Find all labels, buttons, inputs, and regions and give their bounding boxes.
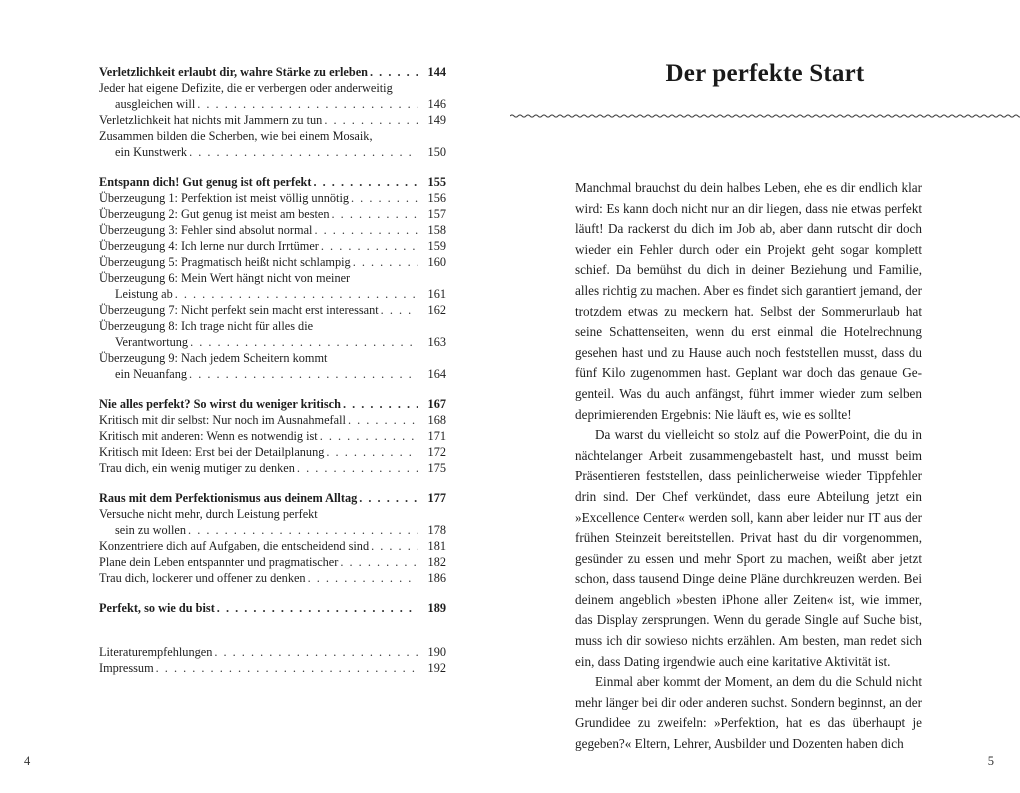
toc-entry-text: Plane dein Leben entspannter und pragmatischer	[99, 555, 339, 569]
toc-leader-dots	[197, 96, 418, 112]
toc-page-number: 178	[427, 523, 446, 537]
toc-page-number: 182	[427, 555, 446, 569]
toc-entry-text: Trau dich, ein wenig mutiger zu denken	[99, 461, 295, 475]
toc-leader-dots	[326, 444, 418, 460]
toc-entry-text: Raus mit dem Perfektionismus aus deinem Alltag	[99, 491, 358, 505]
toc-leader-dots	[353, 254, 418, 270]
toc-entry-text: Verantwortung	[115, 335, 189, 349]
toc-leader-dots	[370, 64, 418, 80]
toc-subentry	[99, 350, 446, 382]
toc-leader-dots	[308, 570, 418, 586]
page-number-right: 5	[987, 754, 994, 768]
toc-entry-text: Überzeugung 3: Fehler sind absolut normal	[99, 223, 313, 237]
toc-subentry	[99, 302, 446, 318]
toc-entry-text: Überzeugung 1: Perfektion ist meist völlig unnötig	[99, 191, 350, 205]
toc-page-number: 156	[427, 191, 446, 205]
chapter-title: Der perfekte Start	[665, 60, 865, 87]
toc-leader-dots	[175, 286, 418, 302]
toc-page-number: 177	[427, 491, 446, 505]
toc-leader-dots	[190, 334, 418, 350]
toc-page-number: 171	[427, 429, 446, 443]
toc-subentry	[99, 222, 446, 238]
toc-page-number: 164	[427, 367, 446, 381]
toc-entry-text: Überzeugung 2: Gut genug ist meist am besten	[99, 207, 330, 221]
toc-leader-dots	[343, 396, 418, 412]
toc-page-number: 159	[427, 239, 446, 253]
toc-chapter-heading	[99, 600, 446, 616]
toc-entry-text: Perfekt, so wie du bist	[99, 601, 215, 615]
page-number-left: 4	[24, 754, 31, 768]
toc-entry-text: Kritisch mit anderen: Wenn es notwendig ist	[99, 429, 318, 443]
toc-leader-dots	[340, 554, 418, 570]
toc-leader-dots	[189, 144, 418, 160]
toc-leader-dots	[217, 600, 418, 616]
toc-page-number: 158	[427, 223, 446, 237]
toc-page-number: 161	[427, 287, 446, 301]
toc-entry-text: Kritisch mit Ideen: Erst bei der Detailplanung	[99, 445, 325, 459]
toc-subentry	[99, 570, 446, 586]
toc-page-number: 189	[427, 601, 446, 615]
wave-divider	[510, 111, 1020, 121]
toc-chapter-heading	[99, 174, 446, 190]
right-page	[510, 0, 1020, 793]
toc-subentry	[99, 444, 446, 460]
toc-entry-text: ein Neuanfang	[115, 367, 188, 381]
toc-subentry	[99, 206, 446, 222]
toc-page-number: 157	[427, 207, 446, 221]
toc-page-number: 172	[427, 445, 446, 459]
body-text	[575, 178, 922, 755]
toc-entry-text: Zusammen bilden die Scherben, wie bei einem Mosaik,	[99, 129, 373, 143]
toc-subentry	[99, 238, 446, 254]
toc-leader-dots	[348, 412, 418, 428]
toc-page-number: 192	[427, 661, 446, 675]
toc-entry-text: Leistung ab	[115, 287, 173, 301]
toc-entry-text: sein zu wollen	[115, 523, 187, 537]
toc-entry-text: Versuche nicht mehr, durch Leistung perfekt	[99, 507, 318, 521]
toc-subentry	[99, 538, 446, 554]
toc-page-number: 181	[427, 539, 446, 553]
toc-subentry	[99, 318, 446, 350]
toc-appendix	[99, 644, 446, 676]
toc-subentry	[99, 506, 446, 538]
toc-leader-dots	[321, 238, 418, 254]
toc-entry-text: Verletzlichkeit erlaubt dir, wahre Stärke zu erleben	[99, 65, 369, 79]
toc-entry-text: Impressum	[99, 661, 154, 675]
toc-page-number: 160	[427, 255, 446, 269]
toc-entry-text: Jeder hat eigene Defizite, die er verbergen oder anderweitig	[99, 81, 393, 95]
toc-leader-dots	[332, 206, 418, 222]
toc-entry-text: Trau dich, lockerer und offener zu denken	[99, 571, 306, 585]
toc-entry-text: Überzeugung 6: Mein Wert hängt nicht von meiner	[99, 271, 351, 285]
toc-page-number: 150	[427, 145, 446, 159]
body-paragraph: Manchmal brauchst du dein halbes Leben, ehe es dir endlich klar wird: Es kann doch nicht nur an dir liegen, dass nie etwas perfekt läuft! Da rackerst du dich im Job ab, aber dann rutscht dir doch wieder ein Fehler durch oder ein Projekt geht sogar komplett schief. Da bemühst du dich in deiner Beziehung und Familie, alles richtig zu machen. Aber es findet sich garantiert jemand, der trotzdem etwas zu meckern hat. Selbst der Sommerurlaub hat seine Schattenseiten, wenn du erst einmal die Hotelrechnung gesehen hast und zu Hause auch noch feststellen musst, dass du fünf Kilo zugenommen hast. Geplant war doch das genaue Gegenteil. Was du auch anfängst, führt immer wieder zum selben deprimierenden Ergebnis: Nie läuft es, wie es sollte!	[575, 180, 922, 422]
toc-page-number: 190	[427, 645, 446, 659]
toc-subentry	[99, 428, 446, 444]
toc-leader-dots	[156, 660, 418, 676]
toc-leader-dots	[188, 522, 418, 538]
toc-leader-dots	[314, 174, 419, 190]
toc-subentry	[99, 270, 446, 302]
toc-chapter	[99, 396, 446, 476]
toc-leader-dots	[324, 112, 418, 128]
toc-leader-dots	[359, 490, 418, 506]
toc-entry-text: Überzeugung 8: Ich trage nicht für alles die	[99, 319, 314, 333]
toc-page-number: 175	[427, 461, 446, 475]
toc-leader-dots	[381, 302, 418, 318]
toc-subentry	[99, 412, 446, 428]
toc-entry-text: Überzeugung 5: Pragmatisch heißt nicht schlampig	[99, 255, 351, 269]
body-paragraph: Da warst du vielleicht so stolz auf die PowerPoint, die du in nächtelanger Arbeit zusammengebastelt hast, und musst beim Präsentieren feststellen, dass peinlicherweise wieder Tippfehler drin sind. Der Chef verkündet, dass eure Abteilung jetzt ein »Excellence Center« werden soll, kann aber leider nur IT aus der frühen Steinzeit bereitstellen. Privat hast du dir vorgenommen, gesünder zu essen und mehr Sport zu machen, weißt aber jetzt schon, dass tausend Dinge deine Pläne durchkreuzen werden. Bei deinem angeblich »besten iPhone aller Zeiten« ist, wie immer, das Display zersprungen. Wenn du gerade Single auf Suche bist, muss ich dir sowieso nichts erzählen. Am besten, man redet sich ein, dass Dating irgendwie auch eine karitative Aktivität ist.	[575, 427, 922, 669]
toc-chapter	[99, 600, 446, 616]
toc-subentry	[99, 128, 446, 160]
toc-subentry	[99, 460, 446, 476]
toc-leader-dots	[320, 428, 418, 444]
toc-entry-text: Überzeugung 4: Ich lerne nur durch Irrtümer	[99, 239, 319, 253]
toc-entry-text: Überzeugung 7: Nicht perfekt sein macht erst interessant	[99, 303, 379, 317]
toc-page-number: 155	[427, 175, 446, 189]
toc-leader-dots	[189, 366, 418, 382]
toc-page-number: 144	[427, 65, 446, 79]
toc-page-number: 186	[427, 571, 446, 585]
toc-subentry	[99, 254, 446, 270]
toc-appendix-entry	[99, 660, 446, 676]
toc-entry-text: Literaturempfehlungen	[99, 645, 213, 659]
toc-entry-text: ein Kunstwerk	[115, 145, 188, 159]
toc-chapter-heading	[99, 490, 446, 506]
toc-page-number: 163	[427, 335, 446, 349]
toc-subentry	[99, 554, 446, 570]
toc-subentry	[99, 80, 446, 112]
toc-chapter	[99, 490, 446, 586]
toc-chapter	[99, 64, 446, 160]
toc-entry-text: Nie alles perfekt? So wirst du weniger kritisch	[99, 397, 341, 411]
toc-chapter-heading	[99, 64, 446, 80]
toc-leader-dots	[297, 460, 418, 476]
toc-entry-text: Konzentriere dich auf Aufgaben, die entscheidend sind	[99, 539, 370, 553]
toc-leader-dots	[314, 222, 418, 238]
toc-page-number: 146	[427, 97, 446, 111]
toc-leader-dots	[214, 644, 418, 660]
toc-subentry	[99, 112, 446, 128]
toc-chapter	[99, 174, 446, 382]
toc-page-number: 168	[427, 413, 446, 427]
toc-entry-text: Kritisch mit dir selbst: Nur noch im Ausnahmefall	[99, 413, 346, 427]
body-paragraph: Einmal aber kommt der Moment, an dem du die Schuld nicht mehr länger bei dir oder anderen suchst. Sondern beginnst, an der Grundidee zu zweifeln: »Perfektion, hat es das überhaupt je gegeben?« Eltern, Lehrer, Ausbilder und Dozenten haben dich	[575, 674, 922, 752]
toc-chapter-heading	[99, 396, 446, 412]
toc-entry-text: Entspann dich! Gut genug ist oft perfekt	[99, 175, 312, 189]
table-of-contents	[99, 64, 446, 690]
toc-entry-text: Überzeugung 9: Nach jedem Scheitern kommt	[99, 351, 328, 365]
toc-subentry	[99, 190, 446, 206]
toc-entry-text: Verletzlichkeit hat nichts mit Jammern zu tun	[99, 113, 323, 127]
toc-page-number: 167	[427, 397, 446, 411]
toc-page-number: 149	[427, 113, 446, 127]
toc-leader-dots	[371, 538, 418, 554]
toc-page-number: 162	[427, 303, 446, 317]
toc-appendix-entry	[99, 644, 446, 660]
toc-entry-text: ausgleichen will	[115, 97, 196, 111]
toc-leader-dots	[351, 190, 418, 206]
